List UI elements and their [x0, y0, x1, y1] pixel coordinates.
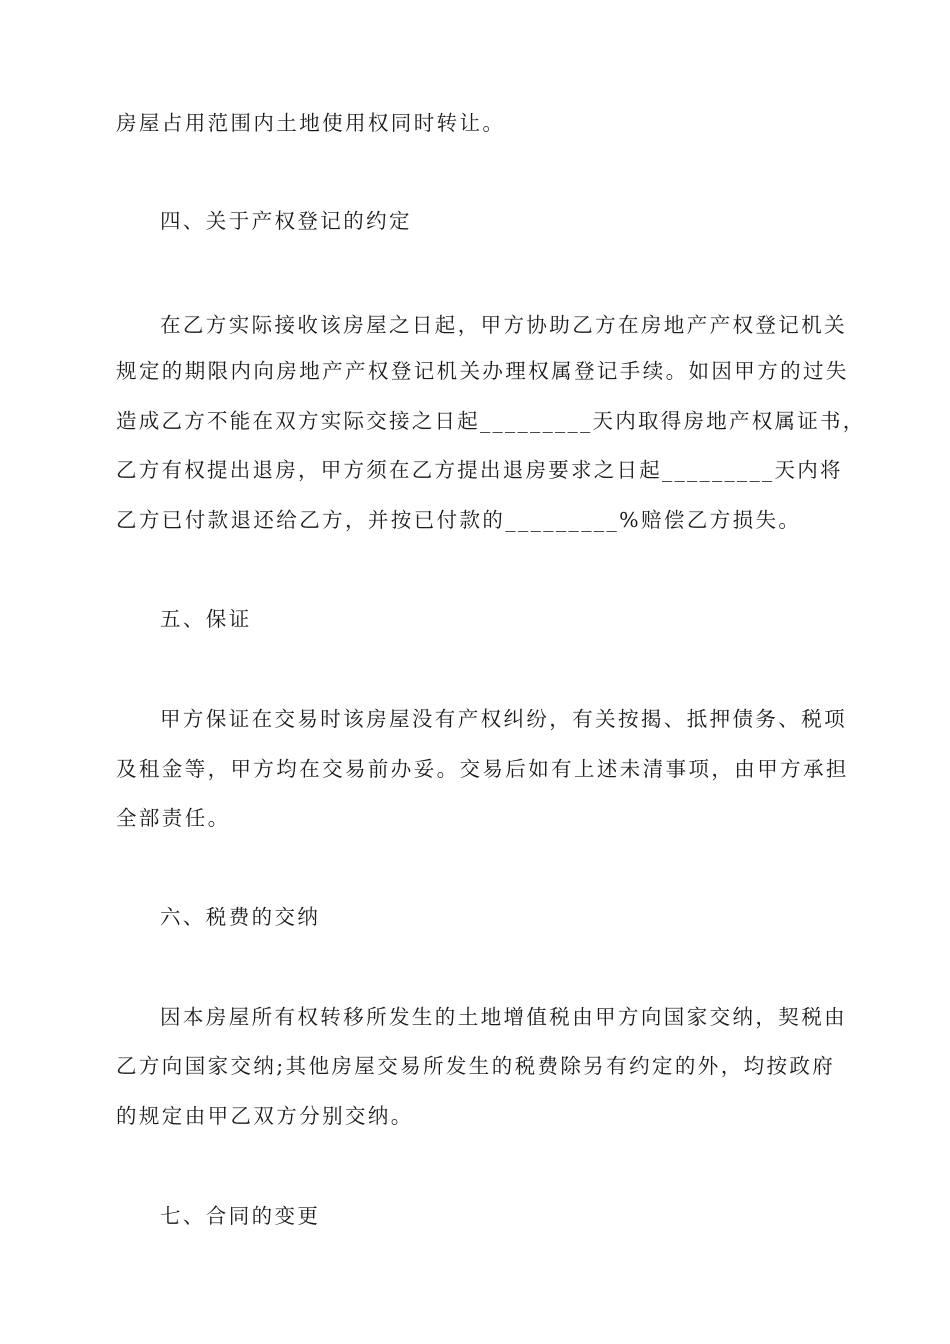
paragraph-line: 的规定由甲乙双方分别交纳。	[116, 1104, 414, 1128]
paragraph-line: 及租金等，甲方均在交易前办妥。交易后如有上述未清事项，由甲方承担	[116, 757, 849, 781]
section-heading: 四、关于产权登记的约定	[160, 209, 412, 233]
paragraph-line: 全部责任。	[116, 806, 231, 830]
paragraph-line: 甲方保证在交易时该房屋没有产权纠纷，有关按揭、抵押债务、税项	[160, 707, 847, 731]
paragraph-line: 造成乙方不能在双方实际交接之日起_________天内取得房地产权属证书，	[116, 409, 866, 433]
paragraph-line: 在乙方实际接收该房屋之日起，甲方协助乙方在房地产产权登记机关	[160, 313, 847, 337]
section-heading: 五、保证	[160, 607, 252, 631]
paragraph-line: 房屋占用范围内土地使用权同时转让。	[116, 111, 506, 135]
paragraph-line: 乙方有权提出退房，甲方须在乙方提出退房要求之日起_________天内将	[116, 458, 843, 482]
paragraph-line: 规定的期限内向房地产产权登记机关办理权属登记手续。如因甲方的过失	[116, 359, 849, 383]
paragraph-line: 乙方已付款退还给乙方，并按已付款的_________%赔偿乙方损失。	[116, 508, 802, 532]
paragraph-line: 乙方向国家交纳;其他房屋交易所发生的税费除另有约定的外，均按政府	[116, 1054, 836, 1078]
section-heading: 七、合同的变更	[160, 1204, 321, 1228]
paragraph-line: 因本房屋所有权转移所发生的土地增值税由甲方向国家交纳，契税由	[160, 1005, 847, 1029]
section-heading: 六、税费的交纳	[160, 905, 321, 929]
